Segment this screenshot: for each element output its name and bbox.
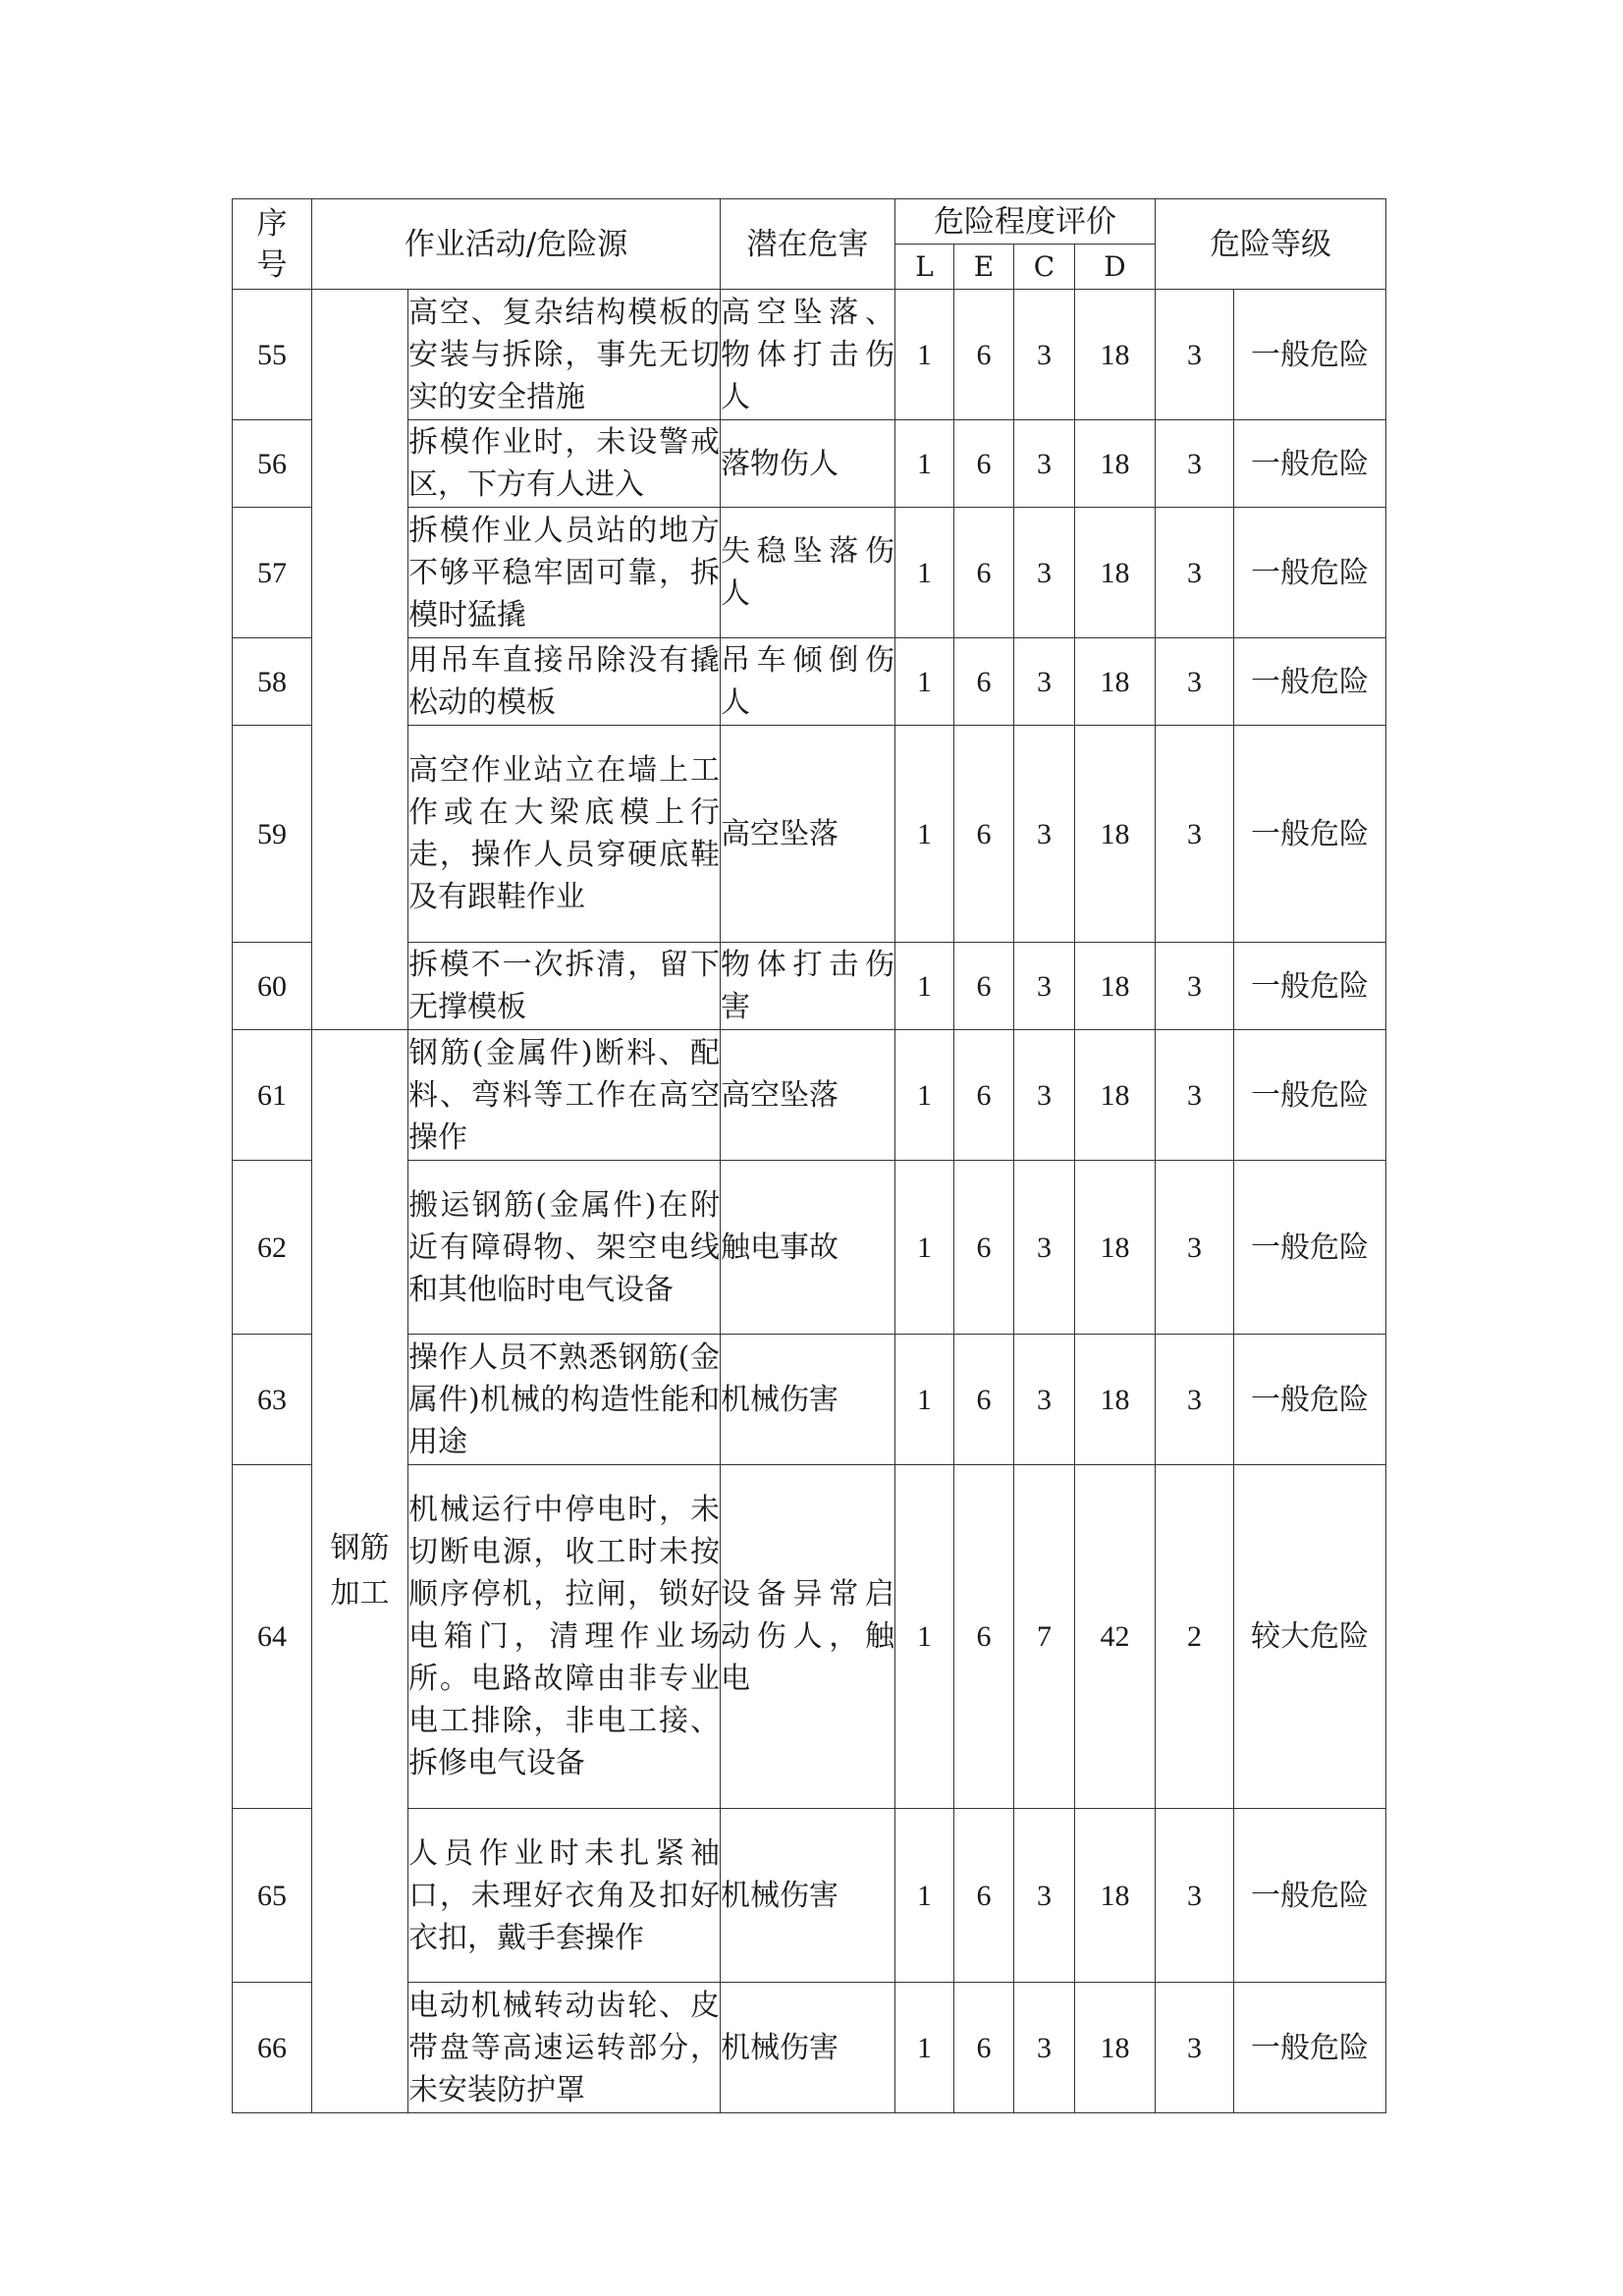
row-no: 62 (233, 1161, 312, 1335)
row-source: 拆模不一次拆清，留下无撑模板 (408, 943, 721, 1030)
row-d: 18 (1075, 1161, 1156, 1335)
header-level: 危险等级 (1156, 199, 1386, 290)
row-c: 3 (1014, 420, 1075, 508)
row-grade: 3 (1156, 726, 1234, 943)
row-hazard: 机械伤害 (721, 1983, 895, 2113)
row-c: 3 (1014, 1030, 1075, 1161)
row-grade: 3 (1156, 1161, 1234, 1335)
row-level: 一般危险 (1234, 1161, 1386, 1335)
row-grade: 3 (1156, 1809, 1234, 1983)
row-level: 一般危险 (1234, 420, 1386, 508)
row-e: 6 (954, 420, 1014, 508)
row-l: 1 (895, 1335, 954, 1465)
header-seq: 序号 (233, 199, 312, 290)
row-e: 6 (954, 638, 1014, 726)
row-hazard: 触电事故 (721, 1161, 895, 1335)
row-source: 操作人员不熟悉钢筋(金属件)机械的构造性能和用途 (408, 1335, 721, 1465)
row-level: 一般危险 (1234, 508, 1386, 638)
row-no: 58 (233, 638, 312, 726)
row-d: 18 (1075, 420, 1156, 508)
row-source: 机械运行中停电时，未切断电源，收工时未按顺序停机，拉闸，锁好电箱门，清理作业场所。电路故障由非专业电工排除，非电工接、拆修电气设备 (408, 1465, 721, 1809)
row-d: 18 (1075, 1335, 1156, 1465)
row-l: 1 (895, 1983, 954, 2113)
row-e: 6 (954, 1030, 1014, 1161)
row-c: 3 (1014, 638, 1075, 726)
row-no: 56 (233, 420, 312, 508)
header-hazard: 潜在危害 (721, 199, 895, 290)
row-grade: 3 (1156, 420, 1234, 508)
row-no: 65 (233, 1809, 312, 1983)
header-c: C (1014, 245, 1075, 290)
row-d: 18 (1075, 1030, 1156, 1161)
table-row (233, 1030, 1386, 1161)
row-no: 63 (233, 1335, 312, 1465)
header-eval: 危险程度评价 (895, 199, 1156, 245)
row-hazard: 机械伤害 (721, 1809, 895, 1983)
row-e: 6 (954, 1161, 1014, 1335)
row-no: 55 (233, 290, 312, 420)
category-cell-blank (312, 290, 408, 1030)
row-e: 6 (954, 508, 1014, 638)
row-grade: 3 (1156, 290, 1234, 420)
row-hazard: 设备异常启动伤人，触电 (721, 1465, 895, 1809)
row-source: 搬运钢筋(金属件)在附近有障碍物、架空电线和其他临时电气设备 (408, 1161, 721, 1335)
row-level: 一般危险 (1234, 638, 1386, 726)
row-d: 18 (1075, 290, 1156, 420)
row-source: 钢筋(金属件)断料、配料、弯料等工作在高空操作 (408, 1030, 721, 1161)
row-e: 6 (954, 726, 1014, 943)
row-grade: 3 (1156, 1030, 1234, 1161)
row-d: 18 (1075, 943, 1156, 1030)
row-level: 一般危险 (1234, 1809, 1386, 1983)
row-level: 较大危险 (1234, 1465, 1386, 1809)
row-no: 66 (233, 1983, 312, 2113)
row-l: 1 (895, 1161, 954, 1335)
row-source: 用吊车直接吊除没有撬松动的模板 (408, 638, 721, 726)
header-e: E (954, 245, 1014, 290)
row-source: 人员作业时未扎紧袖口，未理好衣角及扣好衣扣，戴手套操作 (408, 1809, 721, 1983)
row-level: 一般危险 (1234, 1030, 1386, 1161)
header-l: L (895, 245, 954, 290)
row-hazard: 落物伤人 (721, 420, 895, 508)
category-cell (312, 1030, 408, 2113)
row-l: 1 (895, 1030, 954, 1161)
row-c: 3 (1014, 508, 1075, 638)
row-l: 1 (895, 943, 954, 1030)
row-c: 3 (1014, 290, 1075, 420)
row-hazard: 吊车倾倒伤人 (721, 638, 895, 726)
row-d: 18 (1075, 1809, 1156, 1983)
row-c: 3 (1014, 1983, 1075, 2113)
row-d: 42 (1075, 1465, 1156, 1809)
row-grade: 2 (1156, 1465, 1234, 1809)
row-level: 一般危险 (1234, 943, 1386, 1030)
row-l: 1 (895, 290, 954, 420)
row-d: 18 (1075, 508, 1156, 638)
row-d: 18 (1075, 726, 1156, 943)
table-row (233, 290, 1386, 420)
row-source: 电动机械转动齿轮、皮带盘等高速运转部分，未安装防护罩 (408, 1983, 721, 2113)
row-grade: 3 (1156, 943, 1234, 1030)
row-l: 1 (895, 726, 954, 943)
row-grade: 3 (1156, 638, 1234, 726)
row-c: 7 (1014, 1465, 1075, 1809)
row-level: 一般危险 (1234, 726, 1386, 943)
row-e: 6 (954, 1335, 1014, 1465)
row-no: 64 (233, 1465, 312, 1809)
row-hazard: 高空坠落 (721, 726, 895, 943)
row-c: 3 (1014, 1335, 1075, 1465)
row-hazard: 失稳坠落伤人 (721, 508, 895, 638)
row-no: 59 (233, 726, 312, 943)
row-hazard: 机械伤害 (721, 1335, 895, 1465)
row-e: 6 (954, 1983, 1014, 2113)
row-no: 61 (233, 1030, 312, 1161)
row-no: 60 (233, 943, 312, 1030)
row-l: 1 (895, 1809, 954, 1983)
row-source: 高空、复杂结构模板的安装与拆除，事先无切实的安全措施 (408, 290, 721, 420)
row-c: 3 (1014, 1161, 1075, 1335)
row-l: 1 (895, 638, 954, 726)
row-e: 6 (954, 1809, 1014, 1983)
row-hazard: 高空坠落、物体打击伤人 (721, 290, 895, 420)
row-l: 1 (895, 1465, 954, 1809)
header-d: D (1075, 245, 1156, 290)
row-l: 1 (895, 508, 954, 638)
row-c: 3 (1014, 1809, 1075, 1983)
row-hazard: 高空坠落 (721, 1030, 895, 1161)
row-c: 3 (1014, 943, 1075, 1030)
row-grade: 3 (1156, 508, 1234, 638)
row-hazard: 物体打击伤害 (721, 943, 895, 1030)
row-no: 57 (233, 508, 312, 638)
row-d: 18 (1075, 1983, 1156, 2113)
risk-assessment-table (232, 198, 1386, 2113)
row-source: 拆模作业人员站的地方不够平稳牢固可靠，拆模时猛撬 (408, 508, 721, 638)
row-level: 一般危险 (1234, 290, 1386, 420)
category-label: 钢筋加工 (330, 1531, 390, 1611)
row-grade: 3 (1156, 1335, 1234, 1465)
row-source: 拆模作业时，未设警戒区，下方有人进入 (408, 420, 721, 508)
row-d: 18 (1075, 638, 1156, 726)
row-level: 一般危险 (1234, 1335, 1386, 1465)
row-e: 6 (954, 1465, 1014, 1809)
row-source: 高空作业站立在墙上工作或在大梁底模上行走，操作人员穿硬底鞋及有跟鞋作业 (408, 726, 721, 943)
row-l: 1 (895, 420, 954, 508)
row-e: 6 (954, 943, 1014, 1030)
row-c: 3 (1014, 726, 1075, 943)
row-grade: 3 (1156, 1983, 1234, 2113)
row-level: 一般危险 (1234, 1983, 1386, 2113)
header-activity: 作业活动/危险源 (312, 199, 721, 290)
row-e: 6 (954, 290, 1014, 420)
